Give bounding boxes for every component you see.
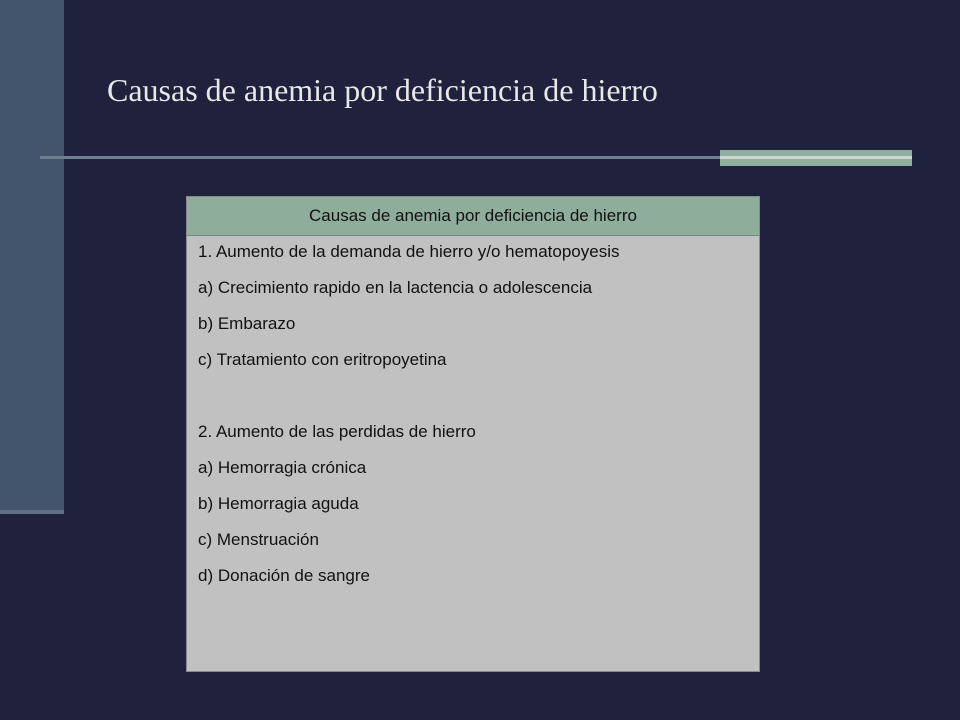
table-header: Causas de anemia por deficiencia de hierro (187, 197, 759, 236)
list-item: b) Hemorragia aguda (198, 494, 359, 513)
list-item: 2. Aumento de las perdidas de hierro (198, 422, 476, 441)
table-body (187, 236, 759, 588)
left-decorative-bar (0, 0, 64, 510)
accent-highlight-line (720, 156, 912, 159)
list-item: c) Tratamiento con eritropoyetina (198, 350, 447, 369)
slide-title: Causas de anemia por deficiencia de hierro (107, 72, 658, 108)
list-item: b) Embarazo (198, 314, 296, 333)
list-item: 1. Aumento de la demanda de hierro y/o hematopoyesis (198, 242, 620, 261)
list-item: d) Donación de sangre (198, 566, 371, 585)
left-bar-shadow (0, 510, 64, 514)
list-item: c) Menstruación (198, 530, 319, 549)
list-item: a) Crecimiento rapido en la lactencia o adolescencia (198, 278, 593, 297)
causes-table (186, 196, 760, 672)
list-item: a) Hemorragia crónica (198, 458, 367, 477)
